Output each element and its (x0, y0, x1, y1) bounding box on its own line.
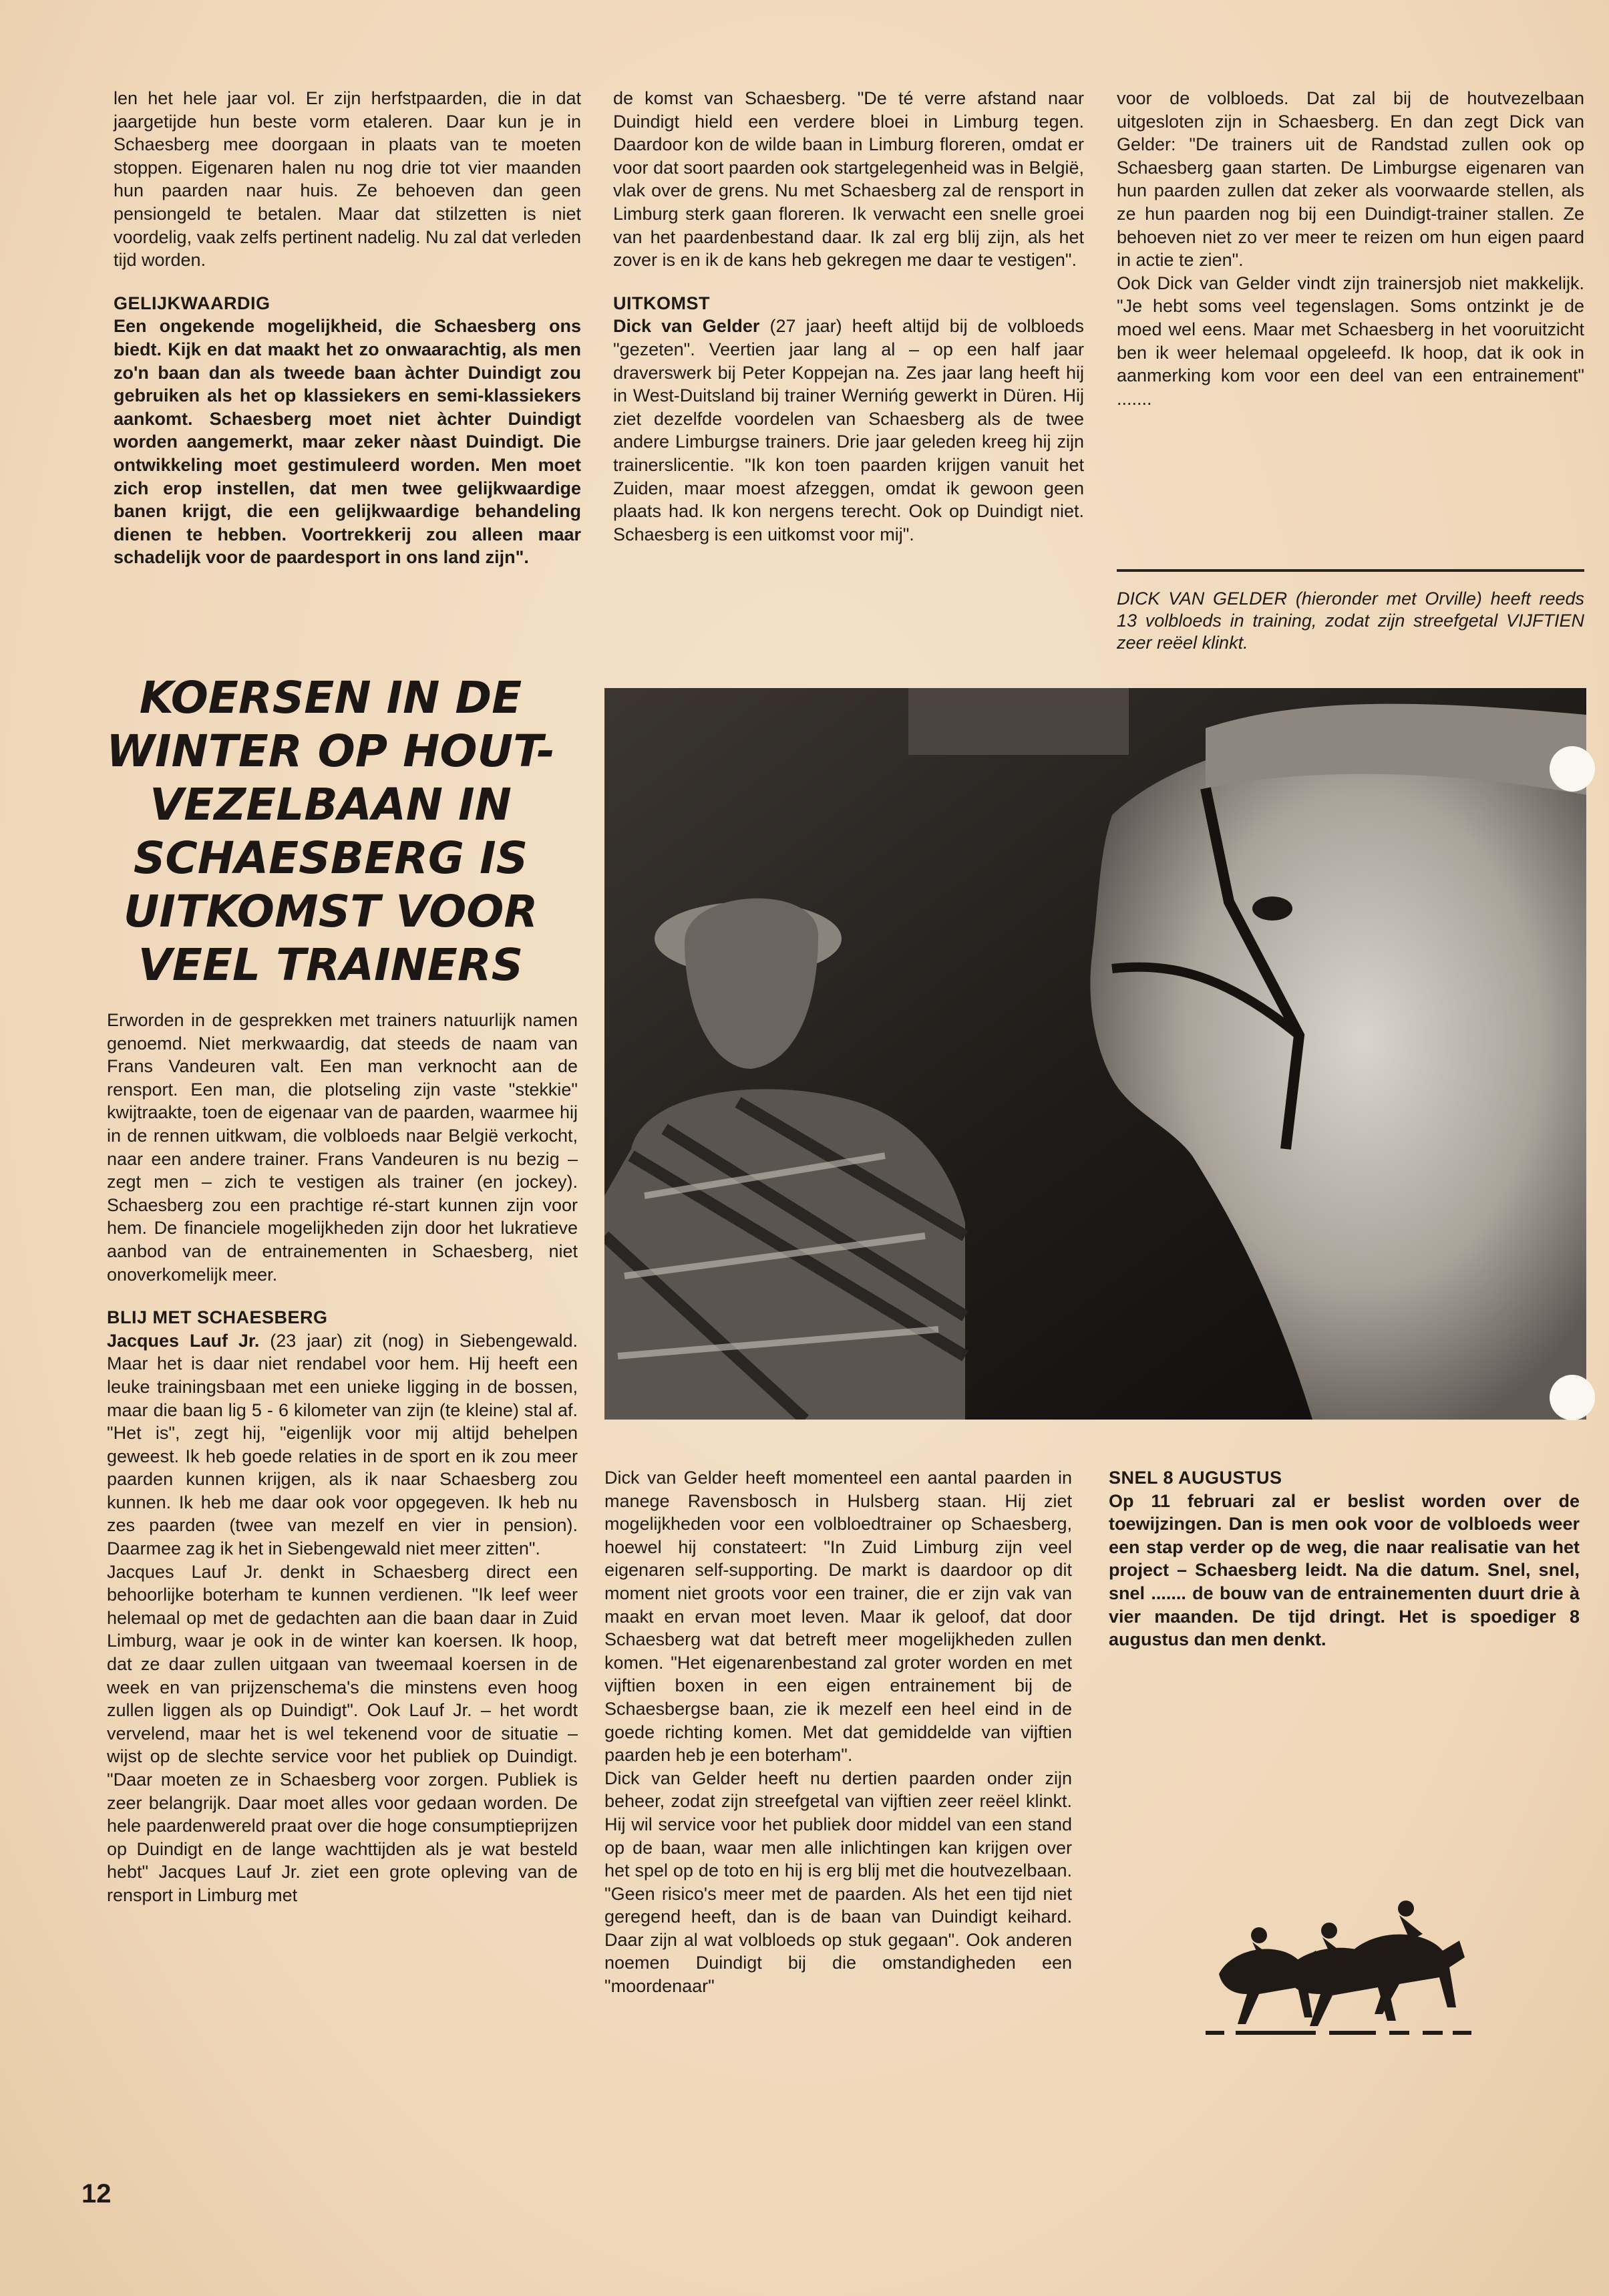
uitkomst-body: (27 jaar) heeft altijd bij de volbloeds "gezeten". Veertien jaar lang al – op een half jaar draverswerk bij Peter Koppejan na. Zes jaar lang heeft hij in West-Duitsland bij trainer Wernińg gewerkt in Düren. Hij ziet dezelfde voordelen van Schaesberg als de twee andere Limburgse trainers. Drie jaar geleden kreeg hij zijn trainerslicentie. "Ik kon toen paarden krijgen vanuit het Zuiden, maar moest afzeggen, omdat ik gewoon geen plaats had. Ik kon nergens terecht. Ook op Duindigt niet. Schaesberg is een uitkomst voor mij". (613, 316, 1084, 544)
col1-top-text: len het hele jaar vol. Er zijn herfstpaarden, die in dat jaargetijde hun beste vorm etaleren. Daar kun je in Schaesberg mee doorgaan in plaats van te moeten stoppen. Eigenaren halen nu nog drie tot vier maanden hun paarden naar huis. Ze behoeven dan geen pensiongeld te betalen. Maar dat stilzetten is niet voordelig, vaak zelfs pertinent nadelig. Nu zal dat verleden tijd worden. (114, 88, 581, 271)
col1-mid-text: Erworden in de gesprekken met trainers natuurlijk namen genoemd. Niet merkwaardig, dat steeds de naam van Frans Vandeuren valt. Een man verknocht aan de rensport. Een man, die plotseling zijn vaste "stekkie" kwijtraakte, toen de eigenaar van de paarden, waarmee hij in de rennen uitkwam, die volbloeds naar België verkocht, naar een andere trainer. Frans Vandeuren is nu bezig – zegt men – zich te vestigen als trainer (en jockey). Schaesberg zou een prachtige ré-start kunnen zijn voor hem. De financiele mogelijkheden zijn door het lukratieve aanbod van de entrainementen in Schaesberg, niet onoverkomelijk meer. (107, 1010, 578, 1285)
col2-bottom-text-2: Dick van Gelder heeft nu dertien paarden onder zijn beheer, zodat zijn streefgetal van vijftien zeer reëel klinkt. Hij wil service voor het publiek door middel van een stand op de baan, waar men alle inlichtingen kan krijgen over het spel op de toto en hij is erg blij met die houtvezelbaan. "Geen risico's meer met de paarden. Als het een tijd niet geregend heeft, dan is de baan van Duindigt keihard. Daar zijn al wat volbloeds op stuk gegaan". Ook anderen noemen Duindigt bij die omstandigheden een "moordenaar" (604, 1768, 1072, 1997)
snel-heading: SNEL 8 AUGUSTUS (1109, 1468, 1282, 1488)
article-headline: KOERSEN IN DE WINTER OP HOUT-VEZELBAAN IN SCHAESBERG IS UITKOMST VOOR VEEL TRAINERS (106, 672, 555, 991)
col2-bottom-text: Dick van Gelder heeft momenteel een aantal paarden in manege Ravensbosch in Hulsberg staan. Hij ziet mogelijkheden voor een volbloedtrainer op Schaesberg, hoewel hij constateert: "In Zuid Limburg zijn veel eigenaren self-supporting. De markt is daardoor op dit moment niet groots voor een trainer, die er zijn vak van maakt en ervan moet leven. Maar ik geloof, dat door Schaesberg wat dat betreft meer mogelijkheden zullen komen. "Het eigenarenbestand zal groter worden en met vijftien boxen in een eigen entrainement bij de Schaesbergse baan, zie ik mezelf een heel eind in de goede richting komen. Met dat gemiddelde van vijftien paarden heb je een boterham". (604, 1468, 1072, 1766)
photo-trainer-with-horse (604, 688, 1586, 1420)
column-1-bottom (107, 1009, 578, 1907)
horse-racing-illustration (1206, 1894, 1473, 2041)
blij-paragraph (107, 1329, 578, 1561)
blij-lead: Jacques Lauf Jr. (107, 1330, 260, 1351)
column-2-top (613, 87, 1084, 546)
column-1-top (114, 87, 581, 569)
blij-body: (23 jaar) zit (nog) in Siebengewald. Maar het is daar niet rendabel voor hem. Hij heeft een leuke trainingsbaan met een unieke ligging in de bossen, maar die baan lig 5 - 6 kilometer van zijn (te kleine) stal af. "Het is", zegt hij, "eigenlijk voor mij altijd behelpen geweest. Ik heb goede relaties in de sport en ik zou meer paarden kunnen krijgen, als ik naar Schaesberg zou kunnen. Ik heb me daar ook voor opgegeven. Ik heb nu zes paarden (twee van mezelf en vier in pension). Daarmee zag ik het in Siebengewald niet meer zitten". (107, 1330, 578, 1559)
uitkomst-heading: UITKOMST (613, 293, 710, 313)
gelijkwaardig-body: Een ongekende mogelijkheid, die Schaesberg ons biedt. Kijk en dat maakt het zo onwaarachtig, als men zo'n baan dan als tweede baan àchter Duindigt zou gebruiken als het op klassiekers en semi-klassiekers aankomt. Schaesberg moet niet àchter Duindigt worden aangemerkt, maar zeker nàast Duindigt. Die ontwikkeling moet gestimuleerd worden. Men moet zich erop instellen, dat men twee gelijkwaardige banen krijgt, die een gelijkwaardige behandeling dienen te hebben. Voortrekkerij zou alleen maar schadelijk voor de paardesport in ons land zijn". (114, 316, 581, 568)
snel-body: Op 11 februari zal er beslist worden over de toewijzingen. Dan is men ook voor de volbloeds weer een stap verder op de weg, die naar realisatie van het project – Schaesberg leidt. Na die datum. Snel, snel, snel ....... de bouw van de entrainementen duurt drie à vier maanden. De tijd dringt. Het is spoediger 8 augustus dan men denkt. (1109, 1490, 1580, 1650)
blij-heading: BLIJ MET SCHAESBERG (107, 1307, 328, 1328)
caption-divider (1117, 569, 1584, 572)
page-number: 12 (81, 2179, 112, 2208)
col2-top-text: de komst van Schaesberg. "De té verre afstand naar Duindigt hield een verdere bloei in Limburg tegen. Daardoor kon de wilde baan in Limburg floreren, omdat er voor dat soort paarden ook startgelegenheid was in België, vlak over de grens. Nu met Schaesberg zal de rensport in Limburg sterk gaan floreren. Ik verwacht een snelle groei van het paardenbestand daar. Ik zal erg blij zijn, als het zover is en ik de kans heb gekregen me daar te vestigen". (613, 88, 1084, 271)
blij-body-2: Jacques Lauf Jr. denkt in Schaesberg direct een behoorlijke boterham te kunnen verdienen. "Ik leef weer helemaal op met de gedachten aan die baan daar in Zuid Limburg, waar je ook in de winter kan koersen. Ik hoop, dat ze daar zullen uitgaan van tweemaal koersen in de week en van prijzenschema's die minstens even hoog zullen liggen als op Duindigt". Ook Lauf Jr. – het wordt vervelend, maar het is wel tekenend voor de situatie – wijst op de slechte service voor het publiek op Duindigt. "Daar moeten ze in Schaesberg voor zorgen. Publiek is zeer belangrijk. Daar moet alles voor gedaan worden. De hele paardenwereld praat over die hoge consumptieprijzen op Duindigt en de lange wachttijden als je wat besteld hebt" Jacques Lauf Jr. ziet een grote opleving van de rensport in Limburg met (107, 1561, 578, 1905)
photo-caption: DICK VAN GELDER (hieronder met Orville) heeft reeds 13 volbloeds in training, zodat zijn streefgetal VIJFTIEN zeer reëel klinkt. (1117, 589, 1584, 653)
column-3-top (1117, 87, 1584, 410)
uitkomst-lead: Dick van Gelder (613, 316, 760, 337)
col3-top-text-2: Ook Dick van Gelder vindt zijn trainersjob niet makkelijk. "Je hebt soms veel tegenslagen. Soms ontzinkt je de moed wel eens. Maar met Schaesberg in het vooruitzicht ben ik weer helemaal opgeleefd. Ik hoop, dat ik ook in aanmerking kom voor een deel van een entrainement" ....... (1117, 273, 1584, 409)
uitkomst-paragraph (613, 315, 1084, 546)
photo-illustration (604, 688, 1586, 1420)
column-3-bottom (1109, 1466, 1580, 1651)
gelijkwaardig-heading: GELIJKWAARDIG (114, 293, 271, 313)
column-2-bottom (604, 1466, 1072, 1998)
col3-top-text: voor de volbloeds. Dat zal bij de houtvezelbaan uitgesloten zijn in Schaesberg. En dan zegt Dick van Gelder: "De trainers uit de Randstad zullen ook op Schaesberg gaan starten. De Limburgse eigenaren van hun paarden zullen dat zeker als voorwaarde stellen, als ze hun paarden nog bij een Duindigt-trainer stallen. Ze behoeven niet zo ver meer te reizen om hun eigen paard in actie te zien". (1117, 88, 1584, 271)
punch-hole-top (1550, 746, 1595, 792)
punch-hole-bottom (1550, 1375, 1595, 1420)
